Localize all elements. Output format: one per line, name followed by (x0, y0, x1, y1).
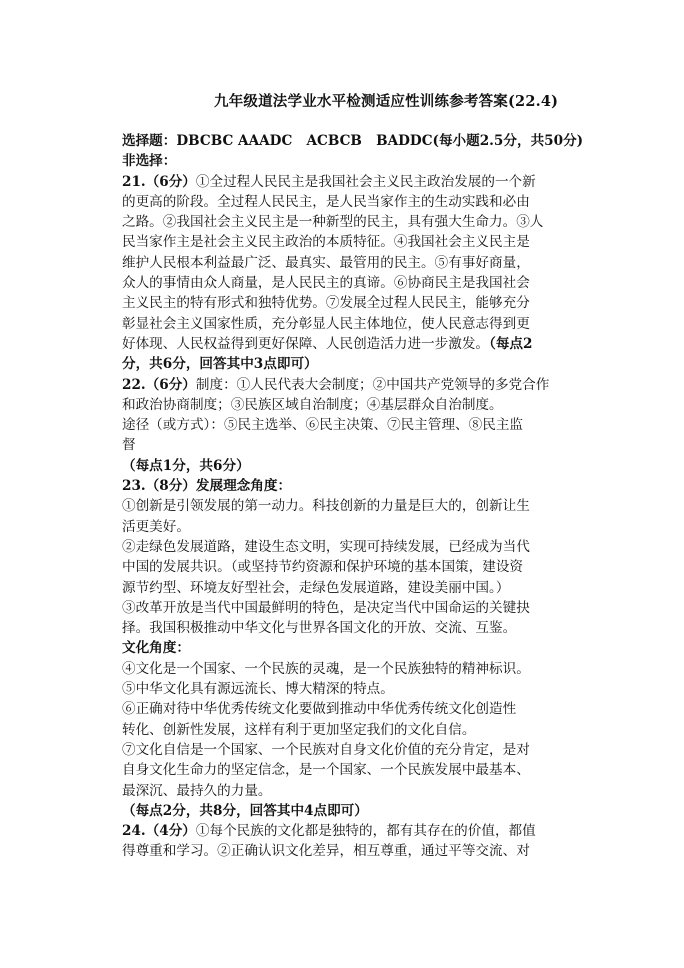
q23-line: ②走绿色发展道路，建设生态文明，实现可持续发展，已经成为当代 (122, 538, 530, 555)
q23-line: 转化、创新性发展，这样有利于更加坚定我们的文化自信。 (122, 721, 476, 738)
q23-line: 中国的发展共识。（或坚持节约资源和保护环境的基本国策，建设资 (122, 559, 524, 576)
q23-line: 活更美好。 (122, 518, 190, 535)
q22-head: 22.（6分） (122, 376, 196, 393)
choice-answers: DBCBC AAADC ACBCB BADDC (176, 133, 433, 149)
q23-line: ⑦文化自信是一个国家、一个民族对自身文化价值的充分肯定，是对 (122, 741, 530, 758)
q21-line: 主义民主的特有形式和独特优势。⑦发展全过程人民民主，能够充分 (122, 295, 530, 312)
q23-line: 择。我国积极推动中华文化与世界各国文化的开放、交流、互鉴。 (122, 620, 517, 637)
q24-line: 得尊重和学习。②正确认识文化差异，相互尊重，通过平等交流、对 (122, 843, 530, 860)
q21-line-1 (122, 172, 582, 192)
page-title: 九年级道法学业水平检测适应性训练参考答案(22.4) (214, 93, 559, 110)
q23-section-development: 发展理念角度： (195, 478, 292, 495)
q24-text: ①每个民族的文化都是独特的，都有其存在的价值，都值 (195, 823, 536, 840)
nonchoice-label: 非选择： (122, 153, 177, 170)
q21-line: 民当家作主是社会主义民主政治的本质特征。④我国社会主义民主是 (122, 234, 530, 251)
q21-score-a: （每点2 (489, 335, 533, 352)
choice-label: 选择题： (122, 133, 177, 149)
q22-line: 和政治协商制度；③民族区域自治制度；④基层群众自治制度。 (122, 396, 503, 413)
q23-line: ⑤中华文化具有源远流长、博大精深的特点。 (122, 681, 394, 698)
q23-section-culture: 文化角度： (122, 640, 190, 657)
q21-line: 维护人民根本利益最广泛、最真实、最管用的民主。⑤有事好商量， (122, 254, 530, 271)
q22-line-1 (122, 375, 582, 395)
q23-line: ④文化是一个国家、一个民族的灵魂，是一个民族独特的精神标识。 (122, 660, 530, 677)
q23-score: （每点2分，共8分，回答其中4点即可） (122, 802, 368, 819)
q21-text: ①全过程人民民主是我国社会主义民主政治发展的一个新 (195, 173, 536, 190)
q23-head: 23.（8分） (122, 478, 196, 495)
q21-line: 众人的事情由众人商量，是人民民主的真谛。⑥协商民主是我国社会 (122, 275, 530, 292)
q23-line: 自身文化生命力的坚定信念，是一个国家、一个民族发展中最基本、 (122, 762, 530, 779)
q22-text: 制度：①人民代表大会制度；②中国共产党领导的多党合作 (195, 376, 550, 393)
q21-text: 好体现、人民权益得到更好保障、人民创造活力进一步激发。 (122, 335, 490, 352)
q23-line: ⑥正确对待中华优秀传统文化要做到推动中华优秀传统文化创造性 (122, 701, 517, 718)
q24-head: 24.（4分） (122, 823, 196, 840)
q23-line: 源节约型、环境友好型社会，走绿色发展道路，建设美丽中国。） (122, 579, 510, 596)
q22-line: 途径（或方式）：⑤民主选举、⑥民主决策、⑦民主管理、⑧民主监 (122, 417, 524, 434)
q21-line: 之路。②我国社会主义民主是一种新型的民主，具有强大生命力。③人 (122, 214, 544, 231)
q23-line: ①创新是引领发展的第一动力。科技创新的力量是巨大的，创新让生 (122, 498, 530, 515)
q23-line: ③改革开放是当代中国最鲜明的特色，是决定当代中国命运的关键抉 (122, 599, 530, 616)
q24-line-1 (122, 821, 582, 841)
q21-head: 21.（6分） (122, 173, 196, 190)
q21-line: 的更高的阶段。全过程人民民主，是人民当家作主的生动实践和必由 (122, 193, 530, 210)
q21-line (122, 334, 582, 354)
q23-line: 最深沉、最持久的力量。 (122, 782, 272, 799)
answer-content (122, 131, 582, 862)
choice-score: (每小题2.5分，共50分) (432, 133, 584, 149)
q23-line-1 (122, 476, 582, 496)
q21-score-b: 分，共6分，回答其中3点即可） (122, 356, 318, 373)
q22-score: （每点1分，共6分） (122, 457, 250, 474)
choice-answers-line (122, 131, 582, 151)
q21-line: 彰显社会主义国家性质，充分彰显人民主体地位，使人民意志得到更 (122, 315, 530, 332)
q22-line: 督 (122, 437, 136, 454)
